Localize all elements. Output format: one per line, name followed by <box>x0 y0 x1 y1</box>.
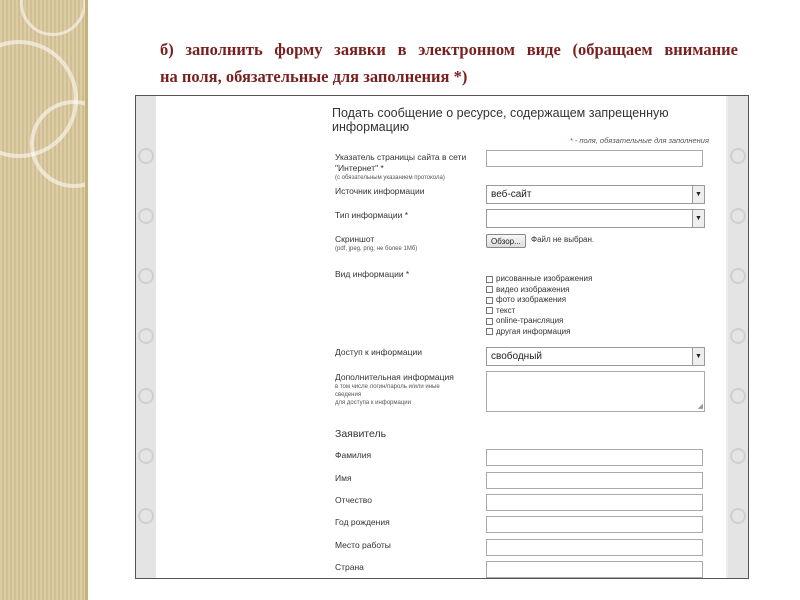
slide-heading <box>160 36 738 90</box>
screenshot-label-text: Скриншот <box>335 234 375 244</box>
kind-option-label: видео изображения <box>496 284 570 294</box>
checkbox-icon[interactable] <box>486 276 493 283</box>
kind-option[interactable] <box>486 327 592 338</box>
kind-option[interactable] <box>486 274 592 285</box>
access-selected-value: свободный <box>491 351 542 362</box>
required-note-text: - поля, обязательные для заполнения <box>572 136 709 145</box>
watermark-icon <box>138 328 154 344</box>
watermark-icon <box>730 208 746 224</box>
first-name-input[interactable] <box>486 472 703 489</box>
kind-option-label: текст <box>496 305 516 315</box>
kind-option[interactable] <box>486 285 592 296</box>
watermark-icon <box>138 388 154 404</box>
checkbox-icon[interactable] <box>486 297 493 304</box>
type-label: Тип информации * <box>335 210 409 220</box>
kind-option-label: online-трансляция <box>496 316 564 326</box>
checkbox-icon[interactable] <box>486 328 493 335</box>
page-url-label <box>335 152 466 182</box>
checkbox-icon[interactable] <box>486 286 493 293</box>
birth-year-input[interactable] <box>486 516 703 533</box>
watermark-icon <box>730 268 746 284</box>
chevron-down-icon[interactable]: ▼ <box>692 186 704 203</box>
slide-heading-line-2: на поля, обязательные для заполнения *) <box>160 67 468 86</box>
additional-info-textarea[interactable] <box>486 371 705 412</box>
screenshot-label <box>335 234 417 253</box>
source-select[interactable] <box>486 185 705 204</box>
kind-option-label: фото изображения <box>496 295 567 305</box>
last-name-input[interactable] <box>486 449 703 466</box>
page-url-input[interactable] <box>486 150 703 167</box>
applicant-section-heading: Заявитель <box>335 428 387 440</box>
page-url-label-line2: "Интернет" * <box>335 163 384 173</box>
applicant-field-label: Страна <box>335 562 364 572</box>
workplace-input[interactable] <box>486 539 703 556</box>
page-url-hint: (с обязательным указанием протокола) <box>335 175 445 181</box>
watermark-icon <box>138 208 154 224</box>
form-screenshot <box>135 95 749 579</box>
source-label: Источник информации <box>335 186 425 196</box>
applicant-field-label: Отчество <box>335 495 372 505</box>
access-select[interactable] <box>486 347 705 366</box>
screenshot-hint: (pdf, jpeg, png; не более 1Мб) <box>335 246 418 252</box>
browse-file-button[interactable]: Обзор... <box>486 234 526 248</box>
additional-info-label-text: Дополнительная информация <box>335 372 454 382</box>
side-strip-edge <box>85 0 88 600</box>
form-panel <box>156 96 726 578</box>
applicant-field-label: Место работы <box>335 540 391 550</box>
source-selected-value: веб-сайт <box>491 189 532 200</box>
chevron-down-icon[interactable]: ▼ <box>692 348 704 365</box>
applicant-field-label: Год рождения <box>335 517 390 527</box>
resize-grip-icon[interactable]: ◢ <box>697 403 703 410</box>
patronymic-input[interactable] <box>486 494 703 511</box>
kind-option[interactable] <box>486 316 592 327</box>
additional-info-label <box>335 372 454 407</box>
kind-option-label: рисованные изображения <box>496 274 593 284</box>
watermark-icon <box>730 328 746 344</box>
chevron-down-icon[interactable]: ▼ <box>692 210 704 227</box>
watermark-icon <box>730 448 746 464</box>
page-url-label-line1: Указатель страницы сайта в сети <box>335 152 467 162</box>
access-label: Доступ к информации <box>335 347 422 357</box>
watermark-icon <box>730 508 746 524</box>
checkbox-icon[interactable] <box>486 307 493 314</box>
watermark-icon <box>138 448 154 464</box>
required-star: * <box>569 136 573 145</box>
right-watermark-gutter <box>728 96 748 578</box>
kind-label: Вид информации * <box>335 269 410 279</box>
watermark-icon <box>138 148 154 164</box>
kind-checkbox-list <box>486 274 592 337</box>
watermark-icon <box>730 388 746 404</box>
kind-option[interactable] <box>486 306 592 317</box>
watermark-icon <box>138 508 154 524</box>
watermark-icon <box>730 148 746 164</box>
applicant-field-label: Фамилия <box>335 450 372 460</box>
type-select[interactable] <box>486 209 705 228</box>
required-fields-note <box>570 136 709 145</box>
country-input[interactable] <box>486 561 703 578</box>
watermark-icon <box>138 268 154 284</box>
additional-info-hint: для доступа к информации <box>335 400 411 406</box>
additional-info-hint: сведения <box>335 392 362 398</box>
left-watermark-gutter <box>136 96 156 578</box>
checkbox-icon[interactable] <box>486 318 493 325</box>
slide-heading-line-1: б) заполнить форму заявки в электронном виде (обращаем внимание <box>160 40 738 59</box>
form-title: Подать сообщение о ресурсе, содержащем запрещенную информацию <box>332 106 669 134</box>
kind-option[interactable] <box>486 295 592 306</box>
decorative-side-strip <box>0 0 88 600</box>
additional-info-hint: в том числе логин/пароль и/или иные <box>335 384 440 390</box>
applicant-field-label: Имя <box>335 473 352 483</box>
file-status: Файл не выбран. <box>531 235 595 244</box>
kind-option-label: другая информация <box>496 326 571 336</box>
